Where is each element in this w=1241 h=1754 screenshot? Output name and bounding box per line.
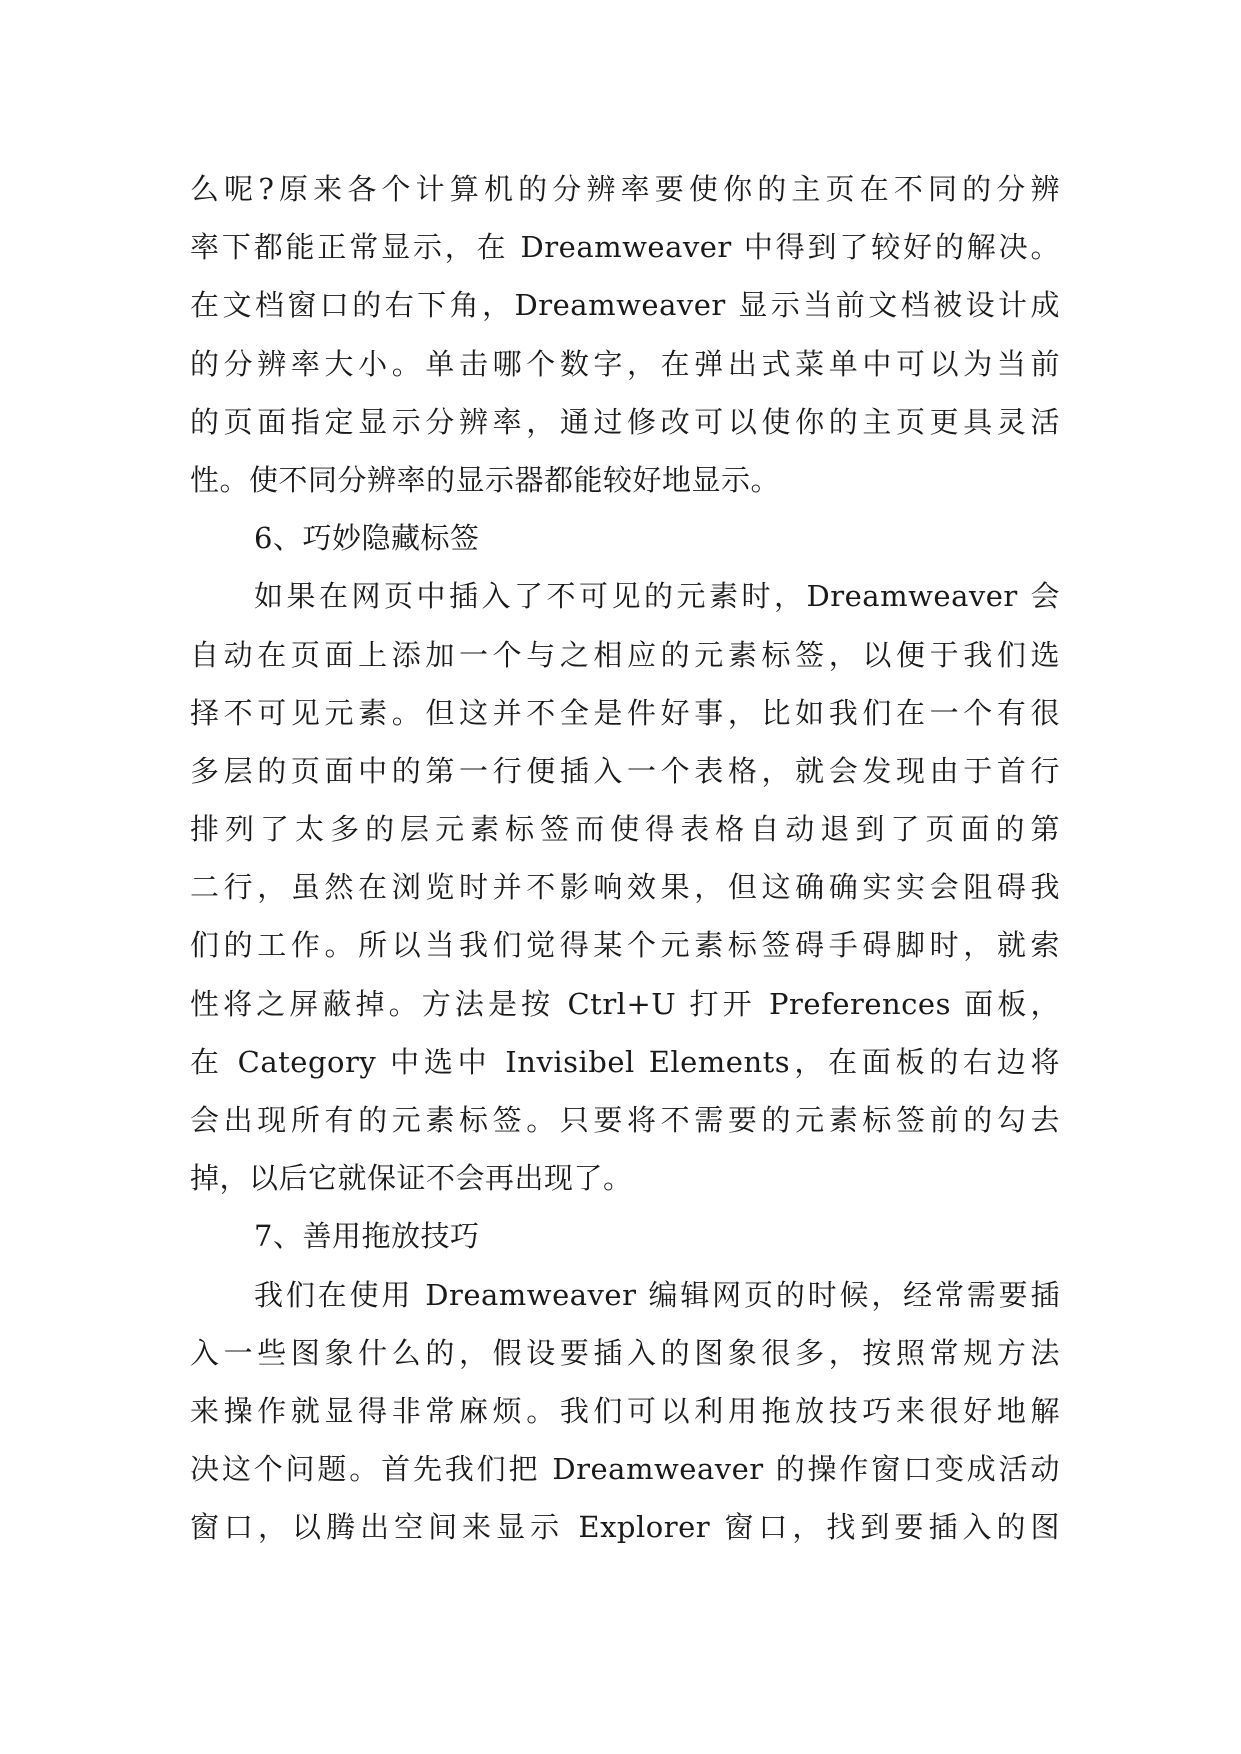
paragraph-line: 自动在页面上添加一个与之相应的元素标签，以便于我们选 bbox=[190, 637, 1060, 672]
paragraph-line: 来操作就显得非常麻烦。我们可以利用拖放技巧来很好地解 bbox=[190, 1393, 1060, 1428]
section-heading: 7、善用拖放技巧 bbox=[254, 1219, 480, 1254]
paragraph-line: 掉，以后它就保证不会再出现了。 bbox=[190, 1161, 633, 1196]
paragraph-line: 们的工作。所以当我们觉得某个元素标签碍手碍脚时，就索 bbox=[190, 928, 1060, 963]
paragraph-line: 多层的页面中的第一行便插入一个表格，就会发现由于首行 bbox=[190, 753, 1060, 788]
paragraph-line: 排列了太多的层元素标签而使得表格自动退到了页面的第 bbox=[190, 812, 1060, 847]
paragraph-line: 择不可见元素。但这并不全是件好事，比如我们在一个有很 bbox=[190, 695, 1060, 730]
paragraph-line: 的分辨率大小。单击哪个数字，在弹出式菜单中可以为当前 bbox=[190, 346, 1060, 381]
paragraph-line: 如果在网页中插入了不可见的元素时，Dreamweaver 会 bbox=[254, 579, 1060, 614]
paragraph-line: 会出现所有的元素标签。只要将不需要的元素标签前的勾去 bbox=[190, 1103, 1060, 1137]
body-text bbox=[190, 160, 1060, 1557]
paragraph-line: 决这个问题。首先我们把 Dreamweaver 的操作窗口变成活动 bbox=[190, 1452, 1060, 1487]
paragraph-line: 性将之屏蔽掉。方法是按 Ctrl+U 打开 Preferences 面板， bbox=[190, 986, 1060, 1021]
paragraph-line: 率下都能正常显示，在 Dreamweaver 中得到了较好的解决。 bbox=[190, 230, 1060, 265]
paragraph-line: 二行，虽然在浏览时并不影响效果，但这确确实实会阻碍我 bbox=[190, 870, 1060, 905]
paragraph-line: 在文档窗口的右下角，Dreamweaver 显示当前文档被设计成 bbox=[190, 288, 1060, 323]
paragraph-line: 么呢?原来各个计算机的分辨率要使你的主页在不同的分辨 bbox=[190, 172, 1060, 206]
paragraph-line: 性。使不同分辨率的显示器都能较好地显示。 bbox=[190, 462, 781, 497]
paragraph-line: 在 Category 中选中 Invisibel Elements，在面板的右边将 bbox=[190, 1044, 1060, 1079]
paragraph-line: 窗口，以腾出空间来显示 Explorer 窗口，找到要插入的图 bbox=[190, 1510, 1060, 1545]
paragraph-line: 的页面指定显示分辨率，通过修改可以使你的主页更具灵活 bbox=[190, 404, 1060, 439]
section-heading: 6、巧妙隐藏标签 bbox=[254, 521, 480, 556]
paragraph-line: 我们在使用 Dreamweaver 编辑网页的时候，经常需要插 bbox=[254, 1277, 1060, 1312]
paragraph-line: 入一些图象什么的，假设要插入的图象很多，按照常规方法 bbox=[190, 1335, 1060, 1370]
